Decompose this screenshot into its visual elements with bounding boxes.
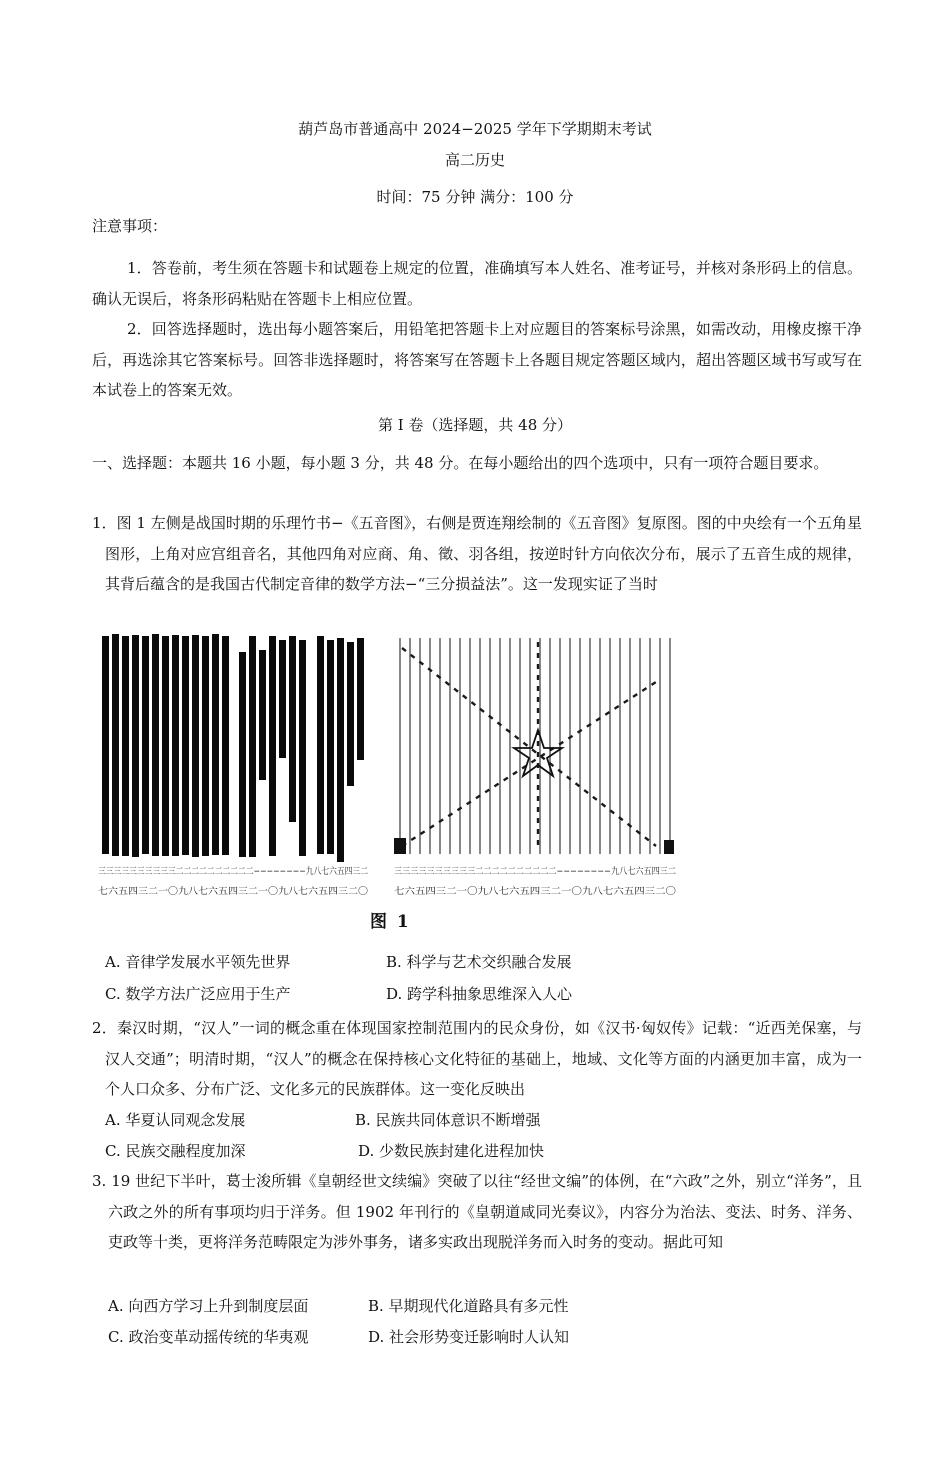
question-1-stem: 1．图 1 左侧是战国时期的乐理竹书−《五音图》，右侧是贾连翔绘制的《五音图》复原图。图的中央绘有一个五角星图形，上角对应宫组音名，其他四角对应商、角、徵、羽各组，按逆时针方向依次分布，展示了五音生成的规律，其背后蕴含的是我国古代制定音律的数学方法−“三分损益法”。这一发现实证了当时: [92, 514, 862, 593]
q3-option-d[interactable]: D. 社会形势变迁影响时人认知: [368, 1328, 570, 1346]
note-item-1: 1．答卷前，考生须在答题卡和试题卷上规定的位置，准确填写本人姓名、准考证号，并核对条形码上的信息。确认无误后，将条形码粘贴在答题卡上相应位置。: [92, 259, 862, 308]
q1-option-c[interactable]: C. 数学方法广泛应用于生产: [105, 985, 291, 1003]
svg-text:三三三三三三三三三三二二二二二二二二二二−−−−−−−−九八: 三三三三三三三三三三二二二二二二二二二二−−−−−−−−九八七六五四三二: [98, 867, 411, 877]
q1-option-b[interactable]: B. 科学与艺术交织融合发展: [386, 953, 572, 971]
subject-title: 高二历史: [444, 151, 505, 169]
q2-option-c[interactable]: C. 民族交融程度加深: [105, 1142, 246, 1160]
q2-option-a[interactable]: A. 华夏认同观念发展: [105, 1111, 246, 1129]
question-2-stem: 2．秦汉时期，“汉人”一词的概念重在体现国家控制范围内的民众身份，如《汉书·匈奴传》记载：“近西羌保塞，与汉人交通”；明清时期，“汉人”的概念在保持核心文化特征的基础上，地域、文化等方面的内涵更加丰富，成为一个人口众多、分布广泛、文化多元的民族群体。这一变化反映出: [92, 1019, 862, 1098]
figure-1-caption: 图 1: [370, 912, 411, 932]
section-instruction: 一、选择题：本题共 16 小题，每小题 3 分，共 48 分。在每小题给出的四个选项中，只有一项符合题目要求。: [92, 454, 829, 472]
section-title: 第 I 卷（选择题，共 48 分）: [377, 416, 573, 434]
slip-numbers-left: [98, 865, 411, 897]
figure-1-image: [96, 630, 686, 936]
bamboo-slips-left: [102, 634, 364, 862]
slip-numbers-right: [394, 865, 686, 897]
note-item-2: 2．回答选择题时，选出每小题答案后，用铅笔把答题卡上对应题目的答案标号涂黑，如需改动，用橡皮擦干净后，再选涂其它答案标号。回答非选择题时，将答案写在答题卡上各题目规定答题区域内，超出答题区域书写或写在本试卷上的答案无效。: [92, 320, 862, 399]
wuyin-figure-graphic: [96, 630, 686, 936]
time-info: 时间：75 分钟 满分：100 分: [376, 188, 574, 206]
q2-option-b[interactable]: B. 民族共同体意识不断增强: [355, 1111, 541, 1129]
svg-text:七六五四三二一〇九八七六五四三二一〇九八七六五四三二〇: 七六五四三二一〇九八七六五四三二一〇九八七六五四三二〇: [98, 887, 342, 897]
q1-option-a[interactable]: A. 音律学发展水平领先世界: [105, 953, 291, 971]
notes-heading: 注意事项：: [92, 217, 168, 235]
question-3-stem: 3. 19 世纪下半叶，葛士浚所辑《皇朝经世文续编》突破了以往“经世文编”的体例，在“六政”之外，别立“洋务”，且六政之外的所有事项均归于洋务。但 1902 年刊行的《皇朝道咸同光奏议》，内容分为治法、变法、时务、洋务、吏政等十类，更将洋务范畴限定为涉外事务，诸多实政出现脱洋务而入时务的变动。据此可知: [92, 1172, 862, 1251]
q3-option-a[interactable]: A. 向西方学习上升到制度层面: [108, 1297, 309, 1315]
q2-option-d[interactable]: D. 少数民族封建化进程加快: [358, 1142, 545, 1160]
q3-option-c[interactable]: C. 政治变革动摇传统的华夷观: [108, 1328, 309, 1346]
restored-diagram-right: [394, 638, 674, 854]
svg-text:七六五四三二一〇九八七六五四三二一〇九八七六五四三二〇: 七六五四三二一〇九八七六五四三二一〇九八七六五四三二〇: [394, 887, 638, 897]
svg-text:三三三三三三三三三三二二二二二二二二二二−−−−−−−−九八: 三三三三三三三三三三二二二二二二二二二二−−−−−−−−九八七六五四三二: [394, 867, 686, 877]
q3-option-b[interactable]: B. 早期现代化道路具有多元性: [368, 1297, 569, 1315]
exam-title: 葫芦岛市普通高中 2024−2025 学年下学期期末考试: [298, 120, 652, 138]
q1-option-d[interactable]: D. 跨学科抽象思维深入人心: [386, 985, 573, 1003]
